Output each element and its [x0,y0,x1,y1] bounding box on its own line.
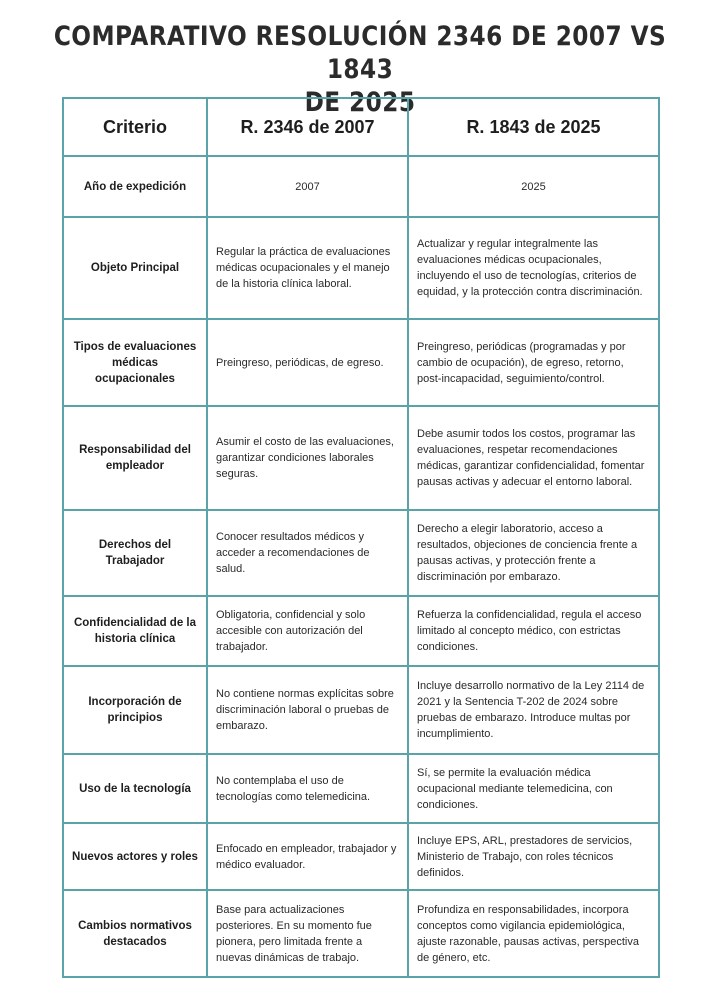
table-row [63,823,659,890]
row-criterio: Objeto Principal [63,217,207,319]
table-row [63,319,659,406]
row-r2346-value: Conocer resultados médicos y acceder a recomendaciones de salud. [207,510,408,596]
table-row [63,217,659,319]
page-title-line-1: COMPARATIVO RESOLUCIÓN 2346 DE 2007 VS 1843 [53,21,667,85]
table-row [63,510,659,596]
row-r1843-value: 2025 [408,156,659,217]
row-criterio: Responsabilidad del empleador [63,406,207,510]
table-header-row [63,98,659,156]
row-r1843-value: Derecho a elegir laboratorio, acceso a resultados, objeciones de conciencia frente a pausas activas, y protección frente a discriminación por embarazo. [408,510,659,596]
row-r2346-value: No contiene normas explícitas sobre discriminación laboral o pruebas de embarazo. [207,666,408,754]
row-r1843-value: Incluye EPS, ARL, prestadores de servicios, Ministerio de Trabajo, con roles técnicos definidos. [408,823,659,890]
row-r2346-value: No contemplaba el uso de tecnologías como telemedicina. [207,754,408,823]
header-criterio: Criterio [63,98,207,156]
row-criterio: Uso de la tecnología [63,754,207,823]
comparison-table [62,97,660,978]
row-r1843-value: Preingreso, periódicas (programadas y por cambio de ocupación), de egreso, retorno, post-incapacidad, seguimiento/control. [408,319,659,406]
row-criterio: Derechos del Trabajador [63,510,207,596]
row-criterio: Año de expedición [63,156,207,217]
row-r1843-value: Sí, se permite la evaluación médica ocupacional mediante telemedicina, con condiciones. [408,754,659,823]
page-title-line-2: DE 2025 [304,87,416,118]
row-r1843-value: Profundiza en responsabilidades, incorpora conceptos como vigilancia epidemiológica, ajuste razonable, pausas activas, perspectiva de género, etc. [408,890,659,977]
row-r1843-value: Actualizar y regular integralmente las evaluaciones médicas ocupacionales, incluyendo el uso de tecnologías, criterios de equidad, y la protección contra discriminación. [408,217,659,319]
row-criterio: Confidencialidad de la historia clínica [63,596,207,666]
table-row [63,406,659,510]
row-r2346-value: Obligatoria, confidencial y solo accesible con autorización del trabajador. [207,596,408,666]
row-r2346-value: 2007 [207,156,408,217]
row-r1843-value: Debe asumir todos los costos, programar las evaluaciones, respetar recomendaciones médicas, garantizar confidencialidad, fomentar pausas activas y adecuar el entorno laboral. [408,406,659,510]
row-r2346-value: Regular la práctica de evaluaciones médicas ocupacionales y el manejo de la historia clínica laboral. [207,217,408,319]
header-r2346: R. 2346 de 2007 [207,98,408,156]
row-r2346-value: Preingreso, periódicas, de egreso. [207,319,408,406]
table-row [63,156,659,217]
row-criterio: Cambios normativos destacados [63,890,207,977]
table-row [63,596,659,666]
row-criterio: Incorporación de principios [63,666,207,754]
header-r1843: R. 1843 de 2025 [408,98,659,156]
table-row [63,754,659,823]
row-criterio: Tipos de evaluaciones médicas ocupacionales [63,319,207,406]
table-row [63,666,659,754]
row-criterio: Nuevos actores y roles [63,823,207,890]
row-r2346-value: Asumir el costo de las evaluaciones, garantizar condiciones laborales seguras. [207,406,408,510]
table-row [63,890,659,977]
row-r1843-value: Incluye desarrollo normativo de la Ley 2114 de 2021 y la Sentencia T-202 de 2024 sobre pruebas de embarazo. Introduce multas por incumplimiento. [408,666,659,754]
row-r1843-value: Refuerza la confidencialidad, regula el acceso limitado al concepto médico, con estrictas condiciones. [408,596,659,666]
row-r2346-value: Enfocado en empleador, trabajador y médico evaluador. [207,823,408,890]
row-r2346-value: Base para actualizaciones posteriores. En su momento fue pionera, pero limitada frente a nuevas dinámicas de trabajo. [207,890,408,977]
